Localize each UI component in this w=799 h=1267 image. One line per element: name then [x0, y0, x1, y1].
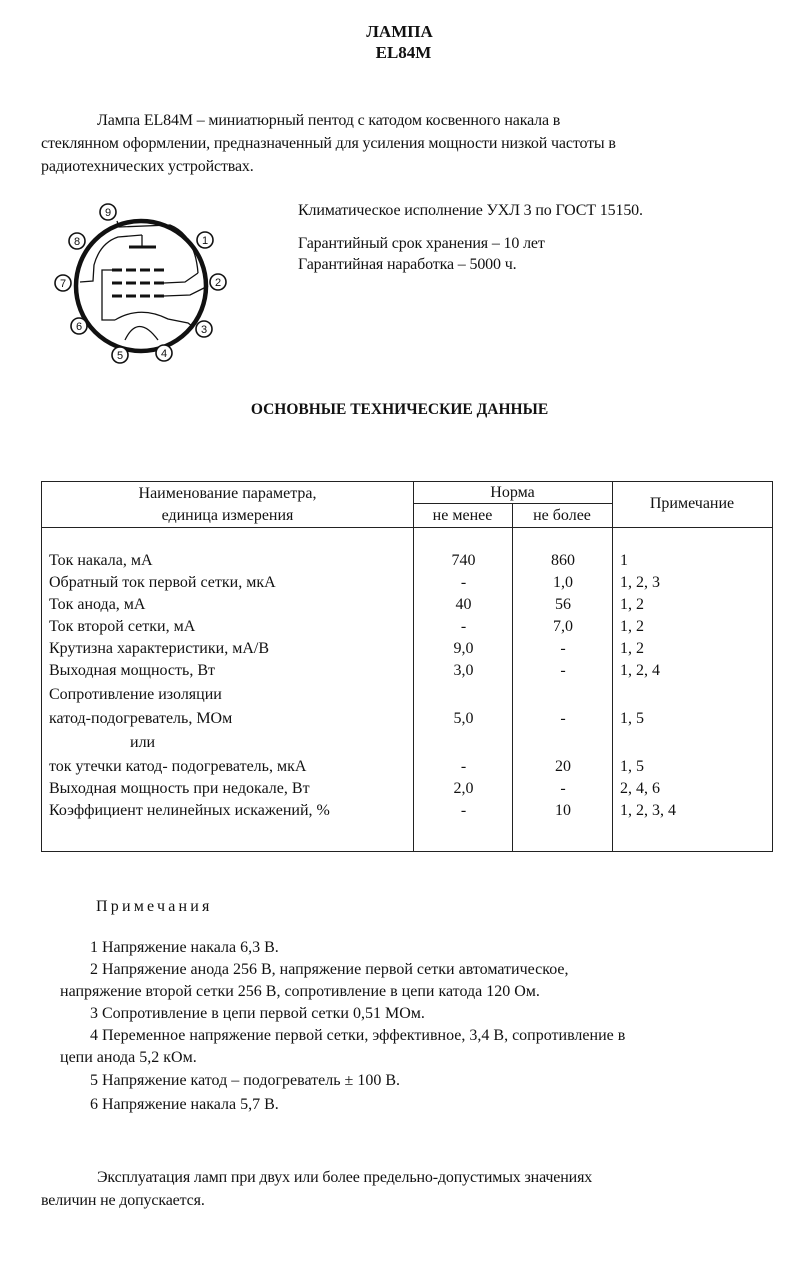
notes-title: Примечания — [96, 898, 213, 915]
pentode-schematic-icon — [50, 195, 230, 365]
pin-9-label: 9 — [104, 207, 112, 219]
title-line-2: EL84M — [375, 43, 432, 62]
table-row: Обратный ток первой сетки, мкА - 1,0 1, 2, 3 — [49, 574, 660, 591]
note-4: 4 Переменное напряжение первой сетки, эффективное, 3,4 В, сопротивление в — [90, 1027, 626, 1044]
pin-5-label: 5 — [116, 350, 124, 362]
header-norm: Норма — [490, 484, 535, 501]
table-row: Ток анода, мА 40 56 1, 2 — [49, 596, 644, 613]
pin-1-label: 1 — [201, 235, 209, 247]
table-row: ток утечки катод- подогреватель, мкА - 20 1, 5 — [49, 758, 644, 775]
table-row: или — [130, 734, 156, 751]
storage-warranty: Гарантийный срок хранения – 10 лет — [298, 235, 545, 252]
note-6: 6 Напряжение накала 5,7 В. — [90, 1096, 279, 1113]
header-param-line-2: единица измерения — [161, 507, 294, 524]
table-row: Выходная мощность, Вт 3,0 - 1, 2, 4 — [49, 662, 660, 679]
header-note: Примечание — [649, 495, 735, 512]
section-title: ОСНОВНЫЕ ТЕХНИЧЕСКИЕ ДАННЫЕ — [250, 401, 549, 418]
pin-6-label: 6 — [75, 321, 83, 333]
header-param-line-1: Наименование параметра, — [138, 485, 317, 502]
footer-line-2: величин не допускается. — [41, 1192, 205, 1209]
table-row: Выходная мощность при недокале, Вт 2,0 - 2, 4, 6 — [49, 780, 660, 797]
header-max: не более — [533, 507, 591, 524]
pin-2-label: 2 — [214, 277, 222, 289]
intro-line-2: стеклянном оформлении, предназначенный для усиления мощности низкой частоты в — [41, 135, 616, 152]
note-2-cont: напряжение второй сетки 256 В, сопротивление в цепи катода 120 Ом. — [60, 983, 540, 1000]
climate-spec: Климатическое исполнение УХЛ 3 по ГОСТ 15150. — [298, 202, 643, 219]
pin-8-label: 8 — [73, 236, 81, 248]
table-row: Коэффициент нелинейных искажений, % - 10 1, 2, 3, 4 — [49, 802, 676, 819]
table-row: Сопротивление изоляции — [49, 686, 222, 703]
pinout-diagram — [50, 195, 230, 365]
note-1: 1 Напряжение накала 6,3 В. — [90, 939, 279, 956]
note-4-cont: цепи анода 5,2 кОм. — [60, 1049, 197, 1066]
pin-4-label: 4 — [160, 348, 168, 360]
table-row: катод-подогреватель, МОм 5,0 - 1, 5 — [49, 710, 644, 727]
note-5: 5 Напряжение катод – подогреватель ± 100 В. — [90, 1072, 400, 1089]
intro-line-3: радиотехнических устройствах. — [41, 158, 254, 175]
footer-line-1: Эксплуатация ламп при двух или более предельно-допустимых значениях — [97, 1169, 593, 1186]
note-2: 2 Напряжение анода 256 В, напряжение первой сетки автоматическое, — [90, 961, 569, 978]
note-3: 3 Сопротивление в цепи первой сетки 0,51 МОм. — [90, 1005, 425, 1022]
table-row: Крутизна характеристики, мА/В 9,0 - 1, 2 — [49, 640, 644, 657]
table-row: Ток второй сетки, мА - 7,0 1, 2 — [49, 618, 644, 635]
operating-warranty: Гарантийная наработка – 5000 ч. — [298, 256, 517, 273]
table-row: Ток накала, мА 740 860 1 — [49, 552, 628, 569]
header-min: не менее — [432, 507, 493, 524]
pin-3-label: 3 — [200, 324, 208, 336]
title-line-1: ЛАМПА — [366, 22, 433, 41]
intro-line-1: Лампа EL84M – миниатюрный пентод с катодом косвенного накала в — [97, 112, 561, 129]
pin-7-label: 7 — [59, 278, 67, 290]
specs-table — [41, 481, 773, 852]
